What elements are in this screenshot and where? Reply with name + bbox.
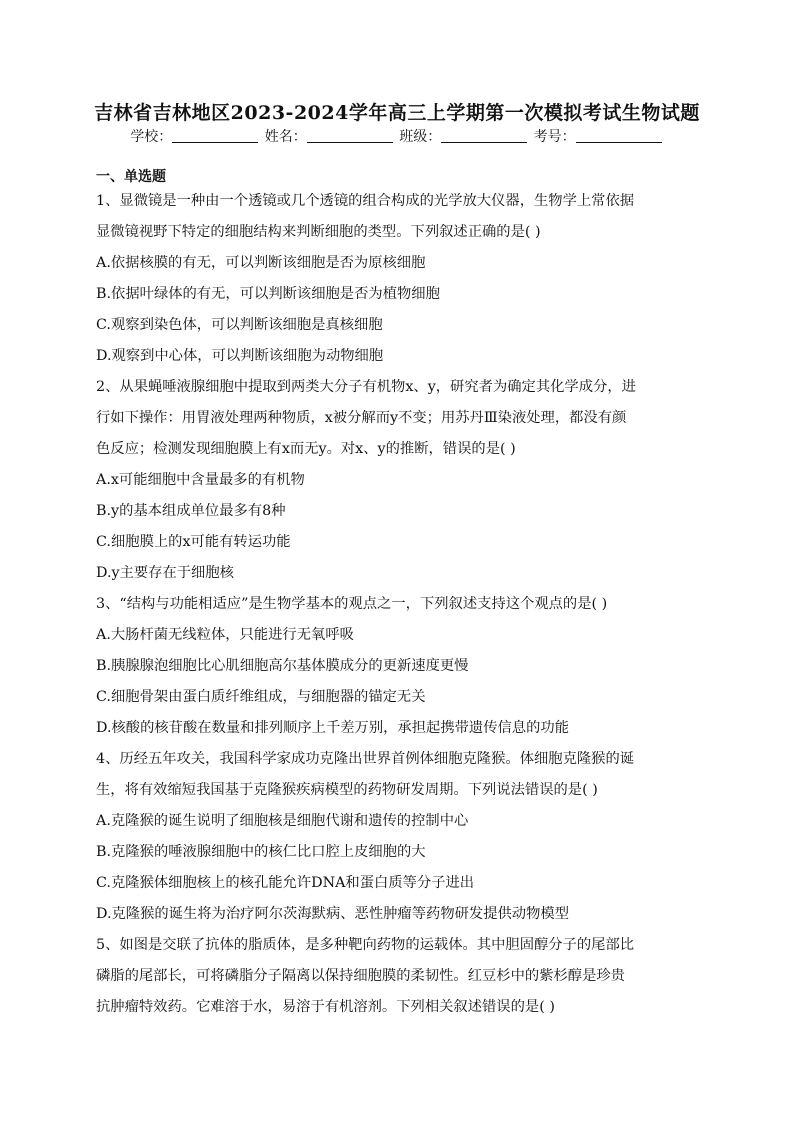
option-a: A.克隆猴的诞生说明了细胞核是细胞代谢和遗传的控制中心 bbox=[96, 813, 469, 829]
school-label: 学校： bbox=[130, 129, 173, 145]
question-5 bbox=[96, 930, 700, 1023]
section-heading: 一、单选题 bbox=[96, 169, 166, 185]
question-list bbox=[96, 186, 700, 1023]
option-c: C.细胞膜上的x可能有转运功能 bbox=[96, 534, 291, 550]
page-title: 吉林省吉林地区2023-2024学年高三上学期第一次模拟考试生物试题 bbox=[94, 102, 700, 124]
question-stem-line: 磷脂的尾部长，可将磷脂分子隔离以保持细胞膜的柔韧性。红豆杉中的紫杉醇是珍贵 bbox=[96, 968, 625, 984]
number-blank[interactable] bbox=[576, 128, 662, 143]
option-d: D.y主要存在于细胞核 bbox=[96, 565, 234, 581]
number-label: 考号： bbox=[533, 129, 576, 145]
option-a: A.x可能细胞中含量最多的有机物 bbox=[96, 472, 305, 488]
option-a: A.大肠杆菌无线粒体，只能进行无氧呼吸 bbox=[96, 627, 354, 643]
student-info-row bbox=[0, 126, 794, 146]
option-c: C.克隆猴体细胞核上的核孔能允许DNA和蛋白质等分子进出 bbox=[96, 875, 475, 891]
option-b: B.克隆猴的唾液腺细胞中的核仁比口腔上皮细胞的大 bbox=[96, 844, 426, 860]
question-2 bbox=[96, 372, 700, 589]
question-stem-line: 1、显微镜是一种由一个透镜或几个透镜的组合构成的光学放大仪器，生物学上常依据 bbox=[96, 193, 635, 209]
question-stem-line: 2、从果蝇唾液腺细胞中提取到两类大分子有机物x、y，研究者为确定其化学成分，进 bbox=[96, 379, 636, 395]
option-d: D.核酸的核苷酸在数量和排列顺序上千差万别，承担起携带遗传信息的功能 bbox=[96, 720, 569, 736]
option-b: B.依据叶绿体的有无，可以判断该细胞是否为植物细胞 bbox=[96, 286, 440, 302]
question-stem-line: 显微镜视野下特定的细胞结构来判断细胞的类型。下列叙述正确的是( ) bbox=[96, 224, 541, 240]
school-blank[interactable] bbox=[172, 128, 258, 143]
question-stem-line: 行如下操作：用胃液处理两种物质，x被分解而y不变；用苏丹Ⅲ染液处理，都没有颜 bbox=[96, 410, 627, 426]
option-c: C.观察到染色体，可以判断该细胞是真核细胞 bbox=[96, 317, 383, 333]
option-b: B.胰腺腺泡细胞比心肌细胞高尔基体膜成分的更新速度更慢 bbox=[96, 658, 469, 674]
question-stem-line: 3、“结构与功能相适应”是生物学基本的观点之一，下列叙述支持这个观点的是( ) bbox=[96, 596, 608, 612]
question-stem-line: 5、如图是交联了抗体的脂质体，是多种靶向药物的运载体。其中胆固醇分子的尾部比 bbox=[96, 937, 635, 953]
option-a: A.依据核膜的有无，可以判断该细胞是否为原核细胞 bbox=[96, 255, 426, 271]
class-blank[interactable] bbox=[441, 128, 527, 143]
name-label: 姓名： bbox=[264, 129, 307, 145]
name-blank[interactable] bbox=[307, 128, 393, 143]
question-3 bbox=[96, 589, 700, 744]
question-stem-line: 4、历经五年攻关，我国科学家成功克隆出世界首例体细胞克隆猴。体细胞克隆猴的诞 bbox=[96, 751, 635, 767]
question-4 bbox=[96, 744, 700, 930]
question-stem-line: 色反应；检测发现细胞膜上有x而无y。对x、y的推断，错误的是( ) bbox=[96, 441, 516, 457]
option-b: B.y的基本组成单位最多有8种 bbox=[96, 503, 286, 519]
option-c: C.细胞骨架由蛋白质纤维组成，与细胞器的锚定无关 bbox=[96, 689, 426, 705]
class-label: 班级： bbox=[399, 129, 442, 145]
question-1 bbox=[96, 186, 700, 372]
question-stem-line: 生，将有效缩短我国基于克隆猴疾病模型的药物研发周期。下列说法错误的是( ) bbox=[96, 782, 598, 798]
question-stem-line: 抗肿瘤特效药。它难溶于水，易溶于有机溶剂。下列相关叙述错误的是( ) bbox=[96, 999, 555, 1015]
option-d: D.观察到中心体，可以判断该细胞为动物细胞 bbox=[96, 348, 384, 364]
option-d: D.克隆猴的诞生将为治疗阿尔茨海默病、恶性肿瘤等药物研发提供动物模型 bbox=[96, 906, 569, 922]
